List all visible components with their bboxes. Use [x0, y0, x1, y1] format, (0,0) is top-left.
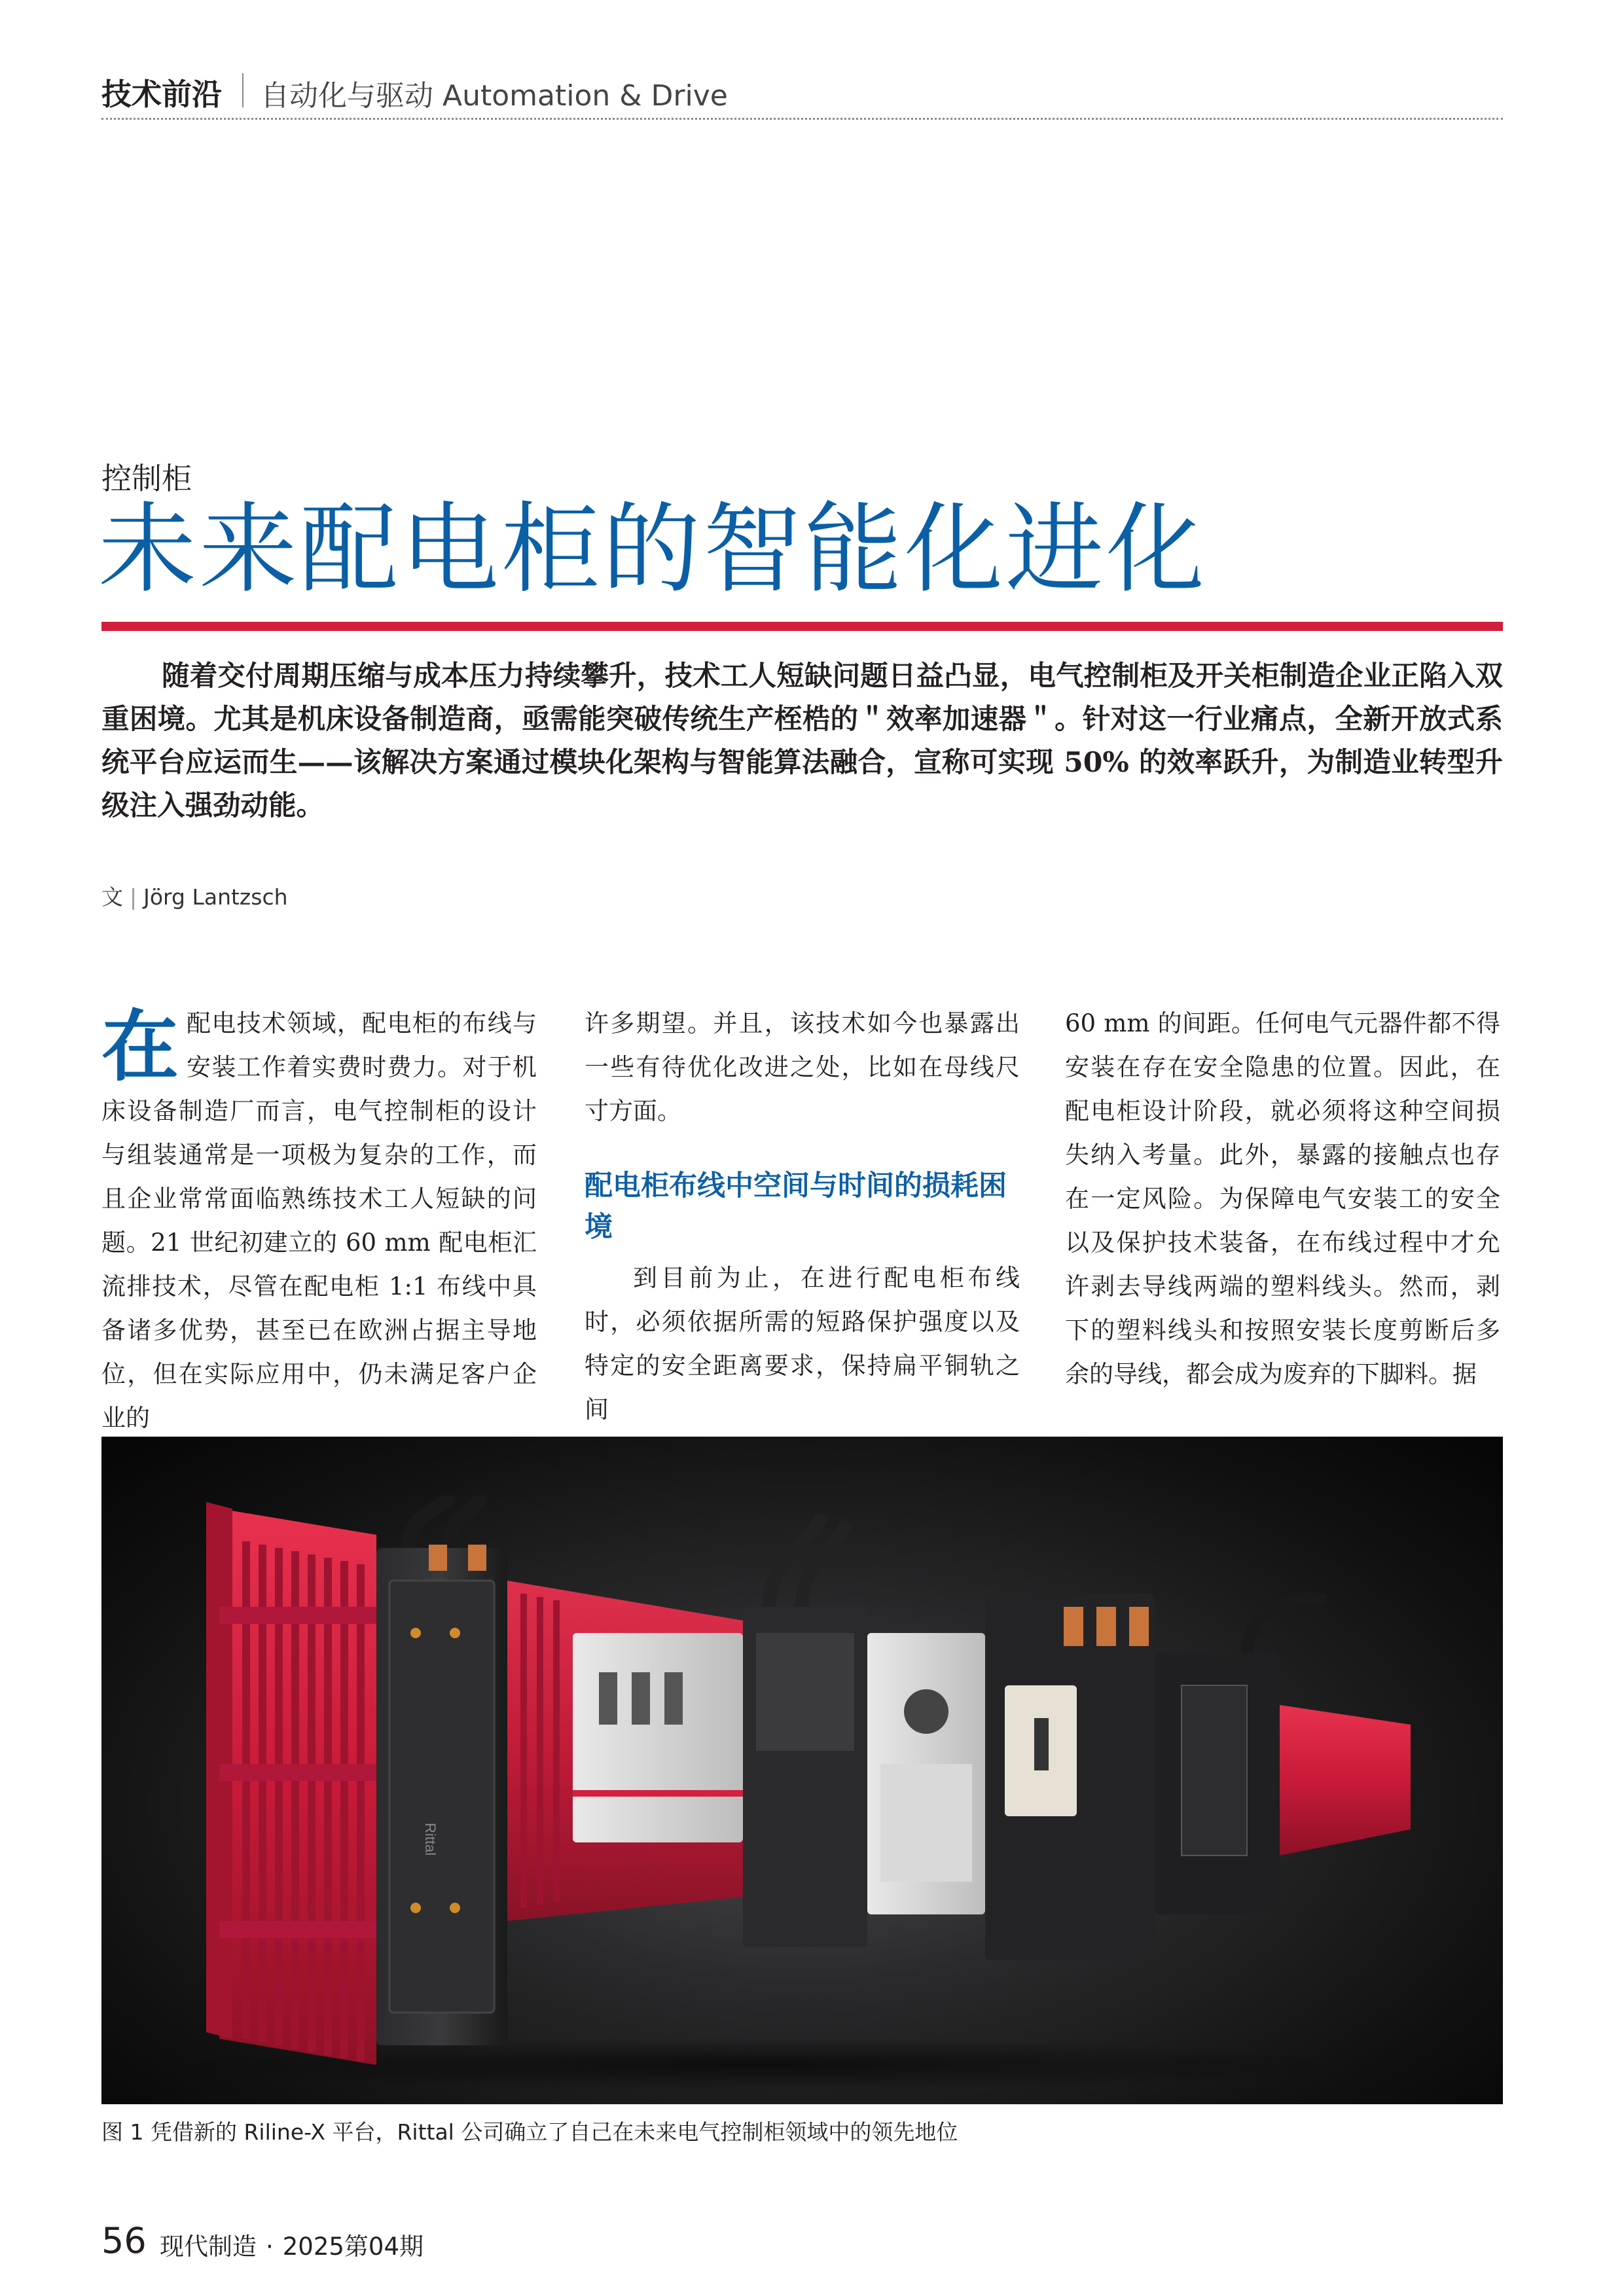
header-divider — [242, 73, 244, 107]
col3-text: 60 mm 的间距。任何电气元器件都不得安装在存在安全隐患的位置。因此，在配电柜设计阶段，就必须将这种空间损失纳入考量。此外，暴露的接触点也存在一定风险。为保障电气安装工的安全以及保护技术装备，在布线过程中才允许剥去导线两端的塑料线头。然而，剥下的塑料线头和按照安装长度剪断后多余的导线，都会成为废弃的下脚料。据 — [1065, 1009, 1500, 1388]
article-kicker: 控制柜 — [101, 461, 192, 496]
figure-caption: 图 1 凭借新的 Riline-X 平台，Rittal 公司确立了自己在未来电气控制柜领域中的领先地位 — [101, 2119, 958, 2145]
byline-label: 文 — [101, 884, 123, 910]
rittal-brand-mark: Rittal — [422, 1823, 439, 1856]
circuit-breaker — [573, 1633, 743, 1842]
motor-protection-switch — [867, 1633, 985, 1914]
busbar-system-illustration — [101, 1437, 1503, 2104]
body-column-3 — [1065, 1001, 1500, 1396]
contactor-module — [743, 1515, 867, 1947]
issue-label: 2025第04期 — [282, 2233, 424, 2261]
running-header — [101, 65, 1503, 120]
magazine-footer — [160, 2227, 424, 2262]
fuse-holder — [1155, 1653, 1280, 1914]
author-name: Jörg Lantzsch — [143, 884, 288, 910]
byline: 文 | Jörg Lantzsch — [101, 884, 288, 910]
section-subhead: 配电柜布线中空间与时间的损耗困境 — [585, 1170, 1007, 1244]
red-busbar-support — [206, 1502, 376, 2065]
load-switch — [985, 1594, 1155, 1960]
col2-text2: 到目前为止，在进行配电柜布线时，必须依据所需的短路保护强度以及特定的安全距离要求，保持扁平铜轨之间 — [585, 1264, 1020, 1424]
drop-cap: 在 — [101, 1001, 179, 1092]
header-section: 技术前沿 — [101, 77, 222, 112]
article-lead: 随着交付周期压缩与成本压力持续攀升，技术工人短缺问题日益凸显，电气控制柜及开关柜制造企业正陷入双重困境。尤其是机床设备制造商，亟需能突破传统生产桎梏的＂效率加速器＂。针对这一行业痛点，全新开放式系统平台应运而生——该解决方案通过模块化架构与智能算法融合，宣称可实现 50% 的效率跃升，为制造业转型升级注入强劲动能。 — [101, 660, 1503, 822]
body-column-1 — [101, 1001, 537, 1440]
page-number: 56 — [101, 2220, 147, 2261]
col1-text: 配电技术领域，配电柜的布线与安装工作着实费时费力。对于机床设备制造厂而言，电气控制柜的设计与组装通常是一项极为复杂的工作，而且企业常常面临熟练技术工人短缺的问题。21 世纪初建立的 60 mm 配电柜汇流排技术，尽管在配电柜 1:1 布线中具备诸多优势，甚至已在欧洲占据主导地位，但在实际应用中，仍未满足客户企业的 — [101, 1009, 537, 1432]
body-column-2 — [585, 1001, 1020, 1431]
article-title: 未来配电柜的智能化进化 — [98, 493, 1208, 607]
product-photo — [101, 1437, 1503, 2104]
magazine-name: 现代制造 — [160, 2233, 257, 2261]
header-subsection: 自动化与驱动 Automation & Drive — [261, 79, 728, 113]
black-adapter-module — [376, 1496, 507, 2045]
col2-text: 许多期望。并且，该技术如今也暴露出一些有待优化改进之处，比如在母线尺寸方面。 — [585, 1009, 1020, 1125]
title-rule — [101, 622, 1503, 631]
footer-dot: · — [266, 2233, 274, 2261]
